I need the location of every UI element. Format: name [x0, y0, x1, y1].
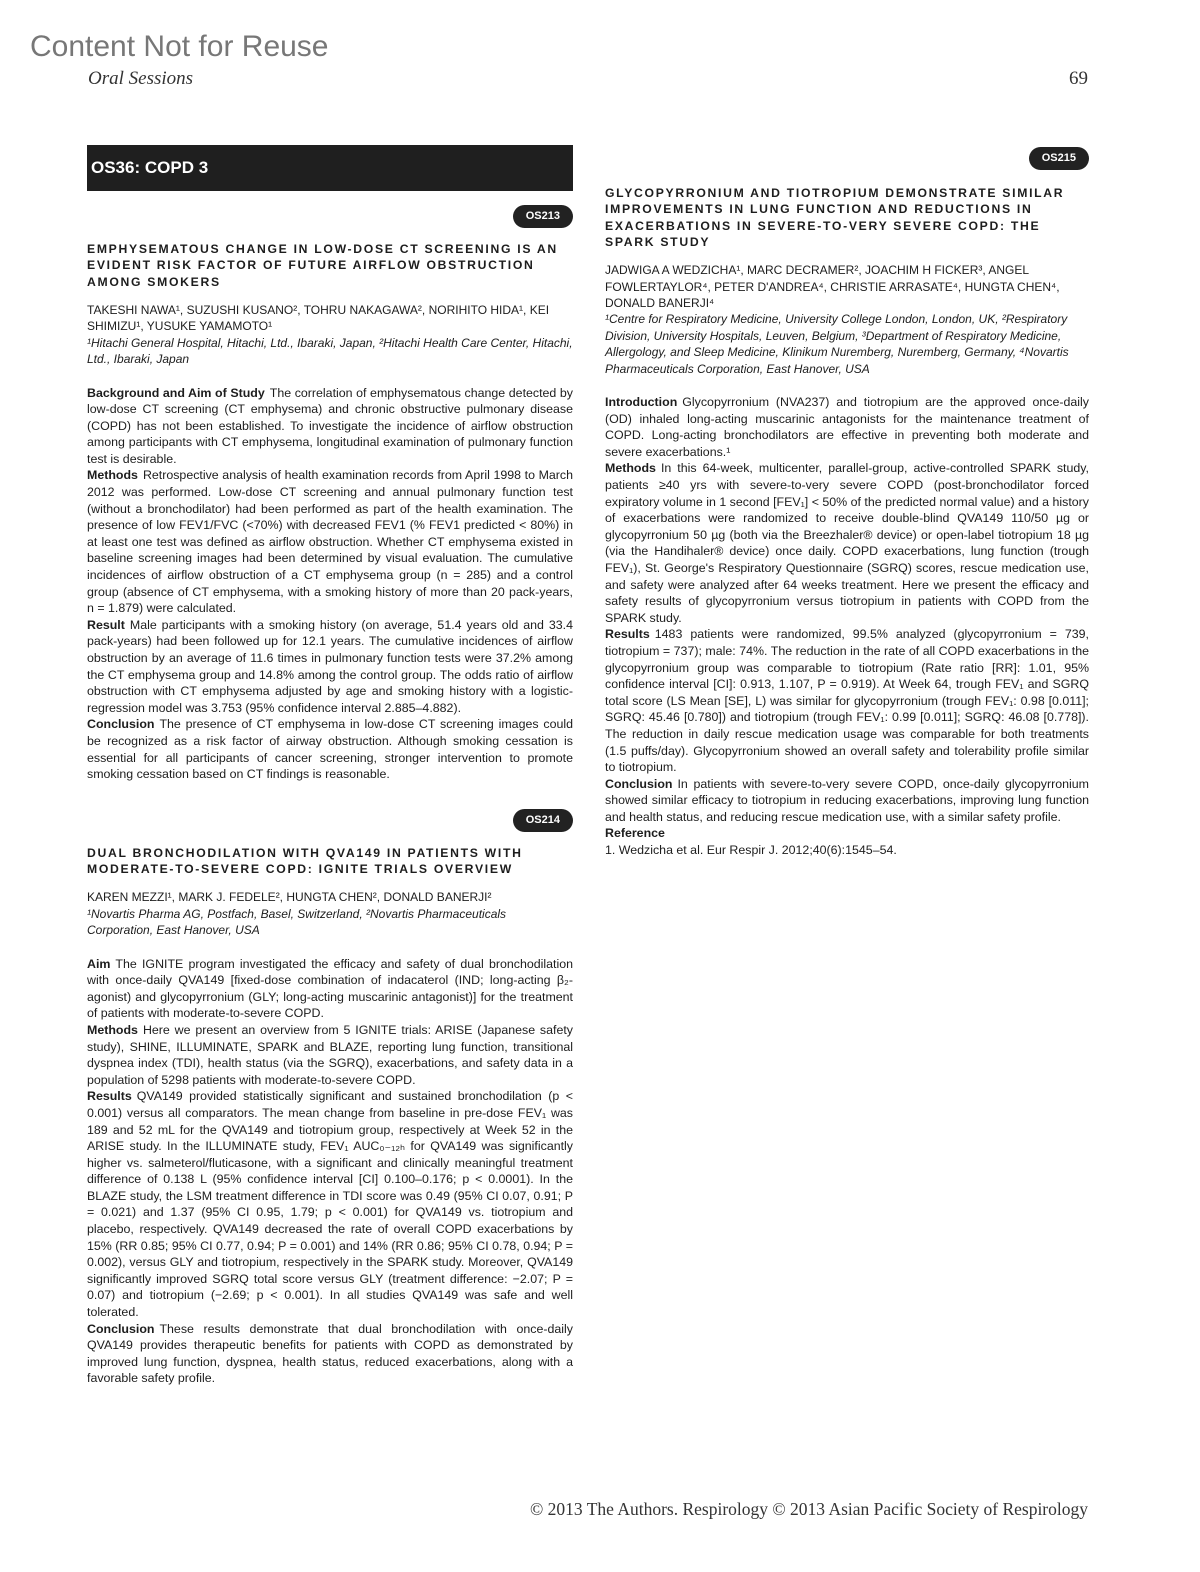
abstract-methods	[605, 460, 1089, 626]
abstract-id-badge: OS214	[513, 809, 573, 832]
section-text: 1483 patients were randomized, 99.5% analyzed (glycopyrronium = 739, tiotropium = 737); male: 74%. The reduction in the rate of all COPD exacerbations in the glycopyrronium group was comparable to tiotropium (Rate ratio [RR]: 1.01, 95% confidence interval [CI]: 0.913, 1.107, P = 0.919). At Week 64, trough FEV₁ and SGRQ total score (LS Mean [SE], L) was similar for glycopyrronium (trough FEV₁: 0.98 [0.011]; SGRQ: 45.46 [0.780]) and tiotropium (trough FEV₁: 0.99 [0.011]; SGRQ: 46.08 [0.778]). The reduction in daily rescue medication usage was comparable for both treatments (1.5 puffs/day). Glycopyrronium showed an overall safety and tolerability profile similar to tiotropium.	[605, 627, 1089, 775]
abstract-os213	[87, 205, 573, 783]
abstract-title: GLYCOPYRRONIUM AND TIOTROPIUM DEMONSTRATE SIMILAR IMPROVEMENTS IN LUNG FUNCTION AND REDUCTIONS IN EXACERBATIONS IN SEVERE-TO-VERY SEVERE COPD: THE SPARK STUDY	[605, 186, 1065, 249]
section-text: In this 64-week, multicenter, parallel-group, active-controlled SPARK study, patients ≥40 yrs with severe-to-very severe COPD (post-bronchodilator forced expiratory volume in 1 second [FEV₁] < 50% of the predicted normal value) and a history of exacerbations were randomized to receive double-blind QVA149 110/50 µg or glycopyrronium 50 µg (both via the Breezhaler® device) or open-label tiotropium 18 µg (via the Handihaler® device) once daily. COPD exacerbations, lung function (trough FEV₁), St. George's Respiratory Questionnaire (SGRQ) scores, rescue medication use, and safety were analyzed after 64 weeks treatment. Here we present the efficacy and safety results of glycopyrronium versus tiotropium in patients with COPD from the SPARK study.	[605, 461, 1089, 625]
abstract-conclusion	[605, 776, 1089, 826]
section-text: Male participants with a smoking history (on average, 51.4 years old and 33.4 pack-years) had been followed up for 12.1 years. The cumulative incidences of airflow obstruction by an average of 11.6 times in pulmonary function tests were 37.2% among the CT emphysema group and 14.8% among the control group. The odds ratio of airflow obstruction with CT emphysema adjusted by age and smoking history with a logistic-regression model was 3.753 (95% confidence interval 2.885–4.882).	[87, 617, 573, 715]
abstract-authors: JADWIGA A WEDZICHA¹, MARC DECRAMER², JOACHIM H FICKER³, ANGEL FOWLERTAYLOR⁴, PETER D'ANDREA⁴, CHRISTIE ARRASATE⁴, HUNGTA CHEN⁴, DONALD BANERJI⁴	[605, 263, 1060, 310]
section-text: The IGNITE program investigated the efficacy and safety of dual bronchodilation with once-daily QVA149 [fixed-dose combination of indacaterol (IND; long-acting β₂-agonist) and glycopyrronium (GLY; long-acting muscarinic antagonist)] for the treatment of patients with moderate-to-severe COPD.	[87, 956, 573, 1021]
section-text: Retrospective analysis of health examination records from April 1998 to March 2012 was performed. Low-dose CT screening and annual pulmonary function test (without a bronchodilator) had been performed as part of the health examination. The presence of low FEV1/FVC (<70%) with decreased FEV1 (% FEV1 predicted < 80%) in at least one test was defined as airflow obstruction. Whether CT emphysema existed in baseline screening images had been determined by visual evaluation. The cumulative incidences of airflow obstruction of a CT emphysema group (n = 285) and a control group (absence of CT emphysema, with a smoking history of more than 20 pack-years, n = 1.879) were calculated.	[87, 468, 573, 616]
reference-item: 1. Wedzicha et al. Eur Respir J. 2012;40(6):1545–54.	[605, 843, 897, 858]
section-label: Methods	[605, 461, 656, 476]
section-label: Conclusion	[605, 776, 673, 791]
section-label: Result	[87, 617, 125, 632]
abstract-affiliations: ¹Novartis Pharma AG, Postfach, Basel, Switzerland, ²Novartis Pharmaceuticals Corporation, East Hanover, USA	[87, 906, 507, 938]
section-label: Methods	[87, 1022, 138, 1037]
section-label: Results	[605, 627, 650, 642]
abstract-title: DUAL BRONCHODILATION WITH QVA149 IN PATIENTS WITH MODERATE-TO-SEVERE COPD: IGNITE TRIALS OVERVIEW	[87, 845, 523, 877]
abstract-os214	[87, 809, 573, 1387]
abstract-authors: KAREN MEZZI¹, MARK J. FEDELE², HUNGTA CHEN², DONALD BANERJI²	[87, 890, 492, 905]
abstract-title: EMPHYSEMATOUS CHANGE IN LOW-DOSE CT SCREENING IS AN EVIDENT RISK FACTOR OF FUTURE AIRFLOW OBSTRUCTION AMONG SMOKERS	[87, 242, 558, 289]
section-label: Methods	[87, 468, 138, 483]
section-text: These results demonstrate that dual bronchodilation with once-daily QVA149 provides therapeutic benefits for patients with COPD as demonstrated by improved lung function, dyspnea, health status, reduced exacerbations, along with a favorable safety profile.	[87, 1321, 573, 1386]
abstract-conclusion	[87, 716, 573, 782]
section-text: Here we present an overview from 5 IGNITE trials: ARISE (Japanese safety study), SHINE, ILLUMINATE, SPARK and BLAZE, reporting lung function, transitional dyspnea index (TDI), health status (via the SGRQ), exacerbations, and safety data in a population of 5298 patients with moderate-to-severe COPD.	[87, 1022, 573, 1087]
copyright-footer: © 2013 The Authors. Respirology © 2013 Asian Pacific Society of Respirology	[529, 1499, 1088, 1519]
section-label: Aim	[87, 956, 111, 971]
session-title: OS36: COPD 3	[87, 145, 573, 191]
section-text: QVA149 provided statistically significant and sustained bronchodilation (p < 0.001) versus all comparators. The mean change from baseline in pre-dose FEV₁ was 189 and 52 mL for the QVA149 and tiotropium group, respectively at Week 52 in the ARISE study. In the ILLUMINATE study, FEV₁ AUC₀₋₁₂ₕ for QVA149 was significantly higher vs. salmeterol/fluticasone, with a significant and clinically meaningful treatment difference of 0.138 L (95% confidence interval [CI] 0.100–0.176; p < 0.0001). In the BLAZE study, the LSM treatment difference in TDI score was 0.49 (95% CI 0.07, 0.91; P = 0.021) and 1.37 (95% CI 0.95, 1.79; p < 0.001) for QVA149 vs. tiotropium and placebo, respectively. QVA149 decreased the rate of overall COPD exacerbations by 15% (RR 0.85; 95% CI 0.77, 0.94; P = 0.001) and 14% (RR 0.86; 95% CI 0.78, 0.94; P = 0.002), versus GLY and tiotropium, respectively in the SPARK study. Moreover, QVA149 significantly improved SGRQ total score versus GLY (treatment difference: −2.07; P = 0.07) and tiotropium (−2.69; p < 0.001). In all studies QVA149 was safe and well tolerated.	[87, 1089, 573, 1320]
abstract-authors: TAKESHI NAWA¹, SUZUSHI KUSANO², TOHRU NAKAGAWA², NORIHITO HIDA¹, KEI SHIMIZU¹, YUSUKE YAMAMOTO¹	[87, 302, 550, 334]
reference-heading: Reference	[605, 826, 665, 841]
abstract-affiliations: ¹Centre for Respiratory Medicine, University College London, London, UK, ²Respiratory Division, University Hospitals, Leuven, Belgium, ³Department of Respiratory Medicine, Allergology, and Sleep Medicine, Klinikum Nuremberg, Nuremberg, Germany, ⁴Novartis Pharmaceuticals Corporation, East Hanover, USA	[605, 312, 1069, 376]
abstract-results	[605, 626, 1089, 775]
abstract-introduction	[605, 394, 1089, 460]
abstract-affiliations: ¹Hitachi General Hospital, Hitachi, Ltd., Ibaraki, Japan, ²Hitachi Health Care Center, Hitachi, Ltd., Ibaraki, Japan	[87, 335, 573, 367]
section-text: The correlation of emphysematous change detected by low-dose CT screening (CT emphysema) and chronic obstructive pulmonary disease (COPD) has not been established. To investigate the incidence of airflow obstruction among participants with CT emphysema, longitudinal examination of pulmonary function test is desirable.	[87, 385, 574, 466]
right-column	[605, 147, 1089, 881]
abstract-aim	[87, 956, 573, 1022]
abstract-methods	[87, 467, 573, 616]
section-text: In patients with severe-to-very severe COPD, once-daily glycopyrronium showed similar efficacy to tiotropium in reducing exacerbations, improving lung function and health status, and reducing rescue medication use, with a similar safety profile.	[605, 776, 1089, 824]
section-text: Glycopyrronium (NVA237) and tiotropium are the approved once-daily (OD) inhaled long-acting muscarinic antagonists for the maintenance treatment of COPD. Long-acting bronchodilators are effective in preventing both moderate and severe exacerbations.¹	[605, 395, 1089, 459]
abstract-id-badge: OS215	[1029, 147, 1089, 170]
running-title: Oral Sessions	[88, 68, 194, 89]
section-text: The presence of CT emphysema in low-dose CT screening images could be recognized as a risk factor of airway obstruction. Although smoking cessation is essential for all participants of cancer screening, stronger intervention to promote smoking cessation based on CT findings is reasonable.	[87, 717, 573, 782]
section-label: Conclusion	[87, 717, 155, 732]
watermark: Content Not for Reuse	[30, 30, 329, 63]
section-label: Introduction	[605, 395, 678, 410]
section-label: Background and Aim of Study	[87, 385, 265, 400]
abstract-id-badge: OS213	[513, 205, 573, 228]
section-label: Conclusion	[87, 1321, 155, 1336]
left-column	[87, 145, 573, 1409]
page-number: 69	[1069, 68, 1088, 89]
abstract-methods	[87, 1022, 573, 1088]
abstract-result	[87, 617, 573, 717]
abstract-conclusion	[87, 1321, 573, 1387]
abstract-os215	[605, 147, 1089, 859]
abstract-background	[87, 385, 573, 468]
section-label: Results	[87, 1089, 132, 1104]
abstract-results	[87, 1088, 573, 1320]
